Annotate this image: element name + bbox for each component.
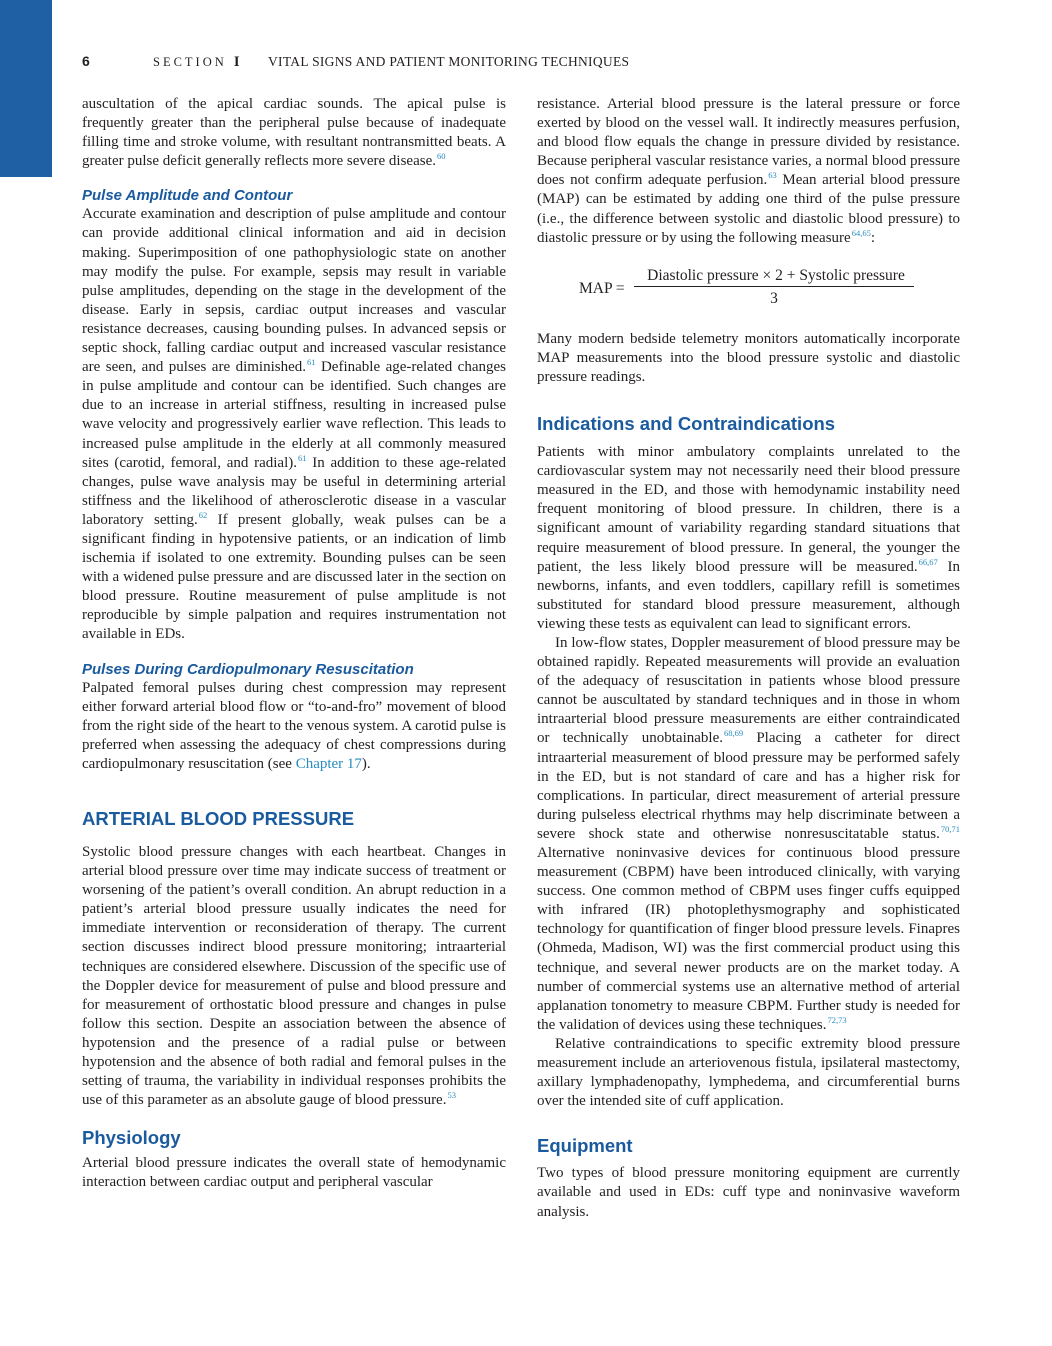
paragraph <box>82 843 506 1110</box>
chapter-link[interactable]: Chapter 17 <box>295 755 362 772</box>
section-color-tab <box>0 0 52 177</box>
section-numeral: I <box>233 54 240 70</box>
paragraph <box>82 679 506 774</box>
page-number: 6 <box>82 53 90 69</box>
heading-equipment: Equipment <box>537 1135 633 1157</box>
section-word: SECTION <box>153 55 227 69</box>
paragraph <box>82 1154 506 1192</box>
reference-number: 61 <box>307 357 316 368</box>
text-run: ). <box>361 755 371 772</box>
reference-number: 68,69 <box>723 728 744 739</box>
heading-physiology: Physiology <box>82 1127 181 1149</box>
running-header <box>82 53 992 73</box>
running-title: VITAL SIGNS AND PATIENT MONITORING TECHNIQUES <box>268 54 630 69</box>
paragraph <box>537 1164 960 1221</box>
subheading-cpr-pulses: Pulses During Cardiopulmonary Resuscitation <box>82 660 414 678</box>
section-heading-arterial-blood-pressure: ARTERIAL BLOOD PRESSURE <box>82 808 355 829</box>
heading-indications: Indications and Contraindications <box>537 413 836 435</box>
text-run: Mean arterial blood pressure (MAP) can be estimated by adding one third of the pulse pressure (i.e., the difference between systolic and diastolic blood pressure) to diastolic pressure or by using the following measure <box>537 172 960 246</box>
left-column <box>82 95 506 1193</box>
reference-number: 61 <box>298 452 307 463</box>
right-column <box>537 95 960 1222</box>
text-run: resistance. Arterial blood pressure is the lateral pressure or force exerted by blood on the vessel wall. It indirectly measures perfusion, and blood flow equals the change in pressure divided by resistance. Because peripheral vascular resistance varies, a normal blood pressure does not confirm adequate perfusion. <box>537 96 960 189</box>
text-run: auscultation of the apical cardiac sounds. The apical pulse is frequently greater than the peripheral pulse because of inadequate filling time and stroke volume, with resultant nontransmitted beats. A greater pulse deficit generally reflects more severe disease. <box>82 96 506 170</box>
reference-number: 63 <box>768 170 777 181</box>
fraction-bar <box>634 286 914 287</box>
reference-number: 62 <box>198 509 208 520</box>
text-run: Definable age-related changes in pulse amplitude and contour can be identified. Such changes are due to an increase in arterial stiffness, resulting in increased pulse wave velocity and progressively earlier wave reflection. This leads to increased pulse amplitude in the elderly at all commonly measured sites (carotid, femoral, and radial). <box>82 359 506 471</box>
paragraph <box>537 95 960 248</box>
text-run: In newborns, infants, and even toddlers, capillary refill is sometimes substituted for standard blood pressure measurement, although viewing these tests as equivalent can lead to significant errors. <box>537 558 961 632</box>
text-run: Relative contraindications to specific extremity blood pressure measurement include an arteriovenous fistula, ipsilateral mastectomy, axillary lymphadenopathy, lymphedema, and circumferential burns over the intended site of cuff application. <box>537 1035 960 1110</box>
reference-number: 64,65 <box>851 227 871 238</box>
text-run: If present globally, weak pulses can be a significant finding in hypotensive patients, or an indication of limb ischemia if isolated to one extremity. Bounding pulses can be seen with a widened pulse pressure and are discussed later in the section on blood pressure. Routine measurement of pulse amplitude is not reproducible by simple palpation and requires instrumentation not available in EDs. <box>82 511 506 643</box>
subheading-pulse-amplitude: Pulse Amplitude and Contour <box>82 187 293 205</box>
text-run: Two types of blood pressure monitoring equipment are currently available and used in EDs: cuff type and noninvasive waveform analysis. <box>537 1165 960 1220</box>
paragraph <box>537 1035 960 1111</box>
text-run: In low-flow states, Doppler measurement of blood pressure may be obtained rapidly. Repeated measurements will provide an evaluation of the adequacy of resuscitation in patients whose blood pressure cannot be auscultated by standard techniques and in those in whom intraarterial blood pressure measurements are either contraindicated or technically unobtainable. <box>537 634 960 747</box>
map-formula <box>537 266 960 322</box>
paragraph <box>537 330 960 387</box>
text-run: Arterial blood pressure indicates the overall state of hemodynamic interaction between cardiac output and peripheral vascular <box>82 1155 506 1191</box>
text-run: Many modern bedside telemetry monitors automatically incorporate MAP measurements into the blood pressure systolic and diastolic pressure readings. <box>537 330 960 385</box>
text-run: Accurate examination and description of pulse amplitude and contour can provide additional clinical information and aid in decision making. Superimposition of one pathophysiologic state on another may modify the pulse. For example, sepsis may result in variable pulse amplitudes, depending on the stage in the development of the disease. Early in sepsis, cardiac output increases and vascular resistance decreases, causing bounding pulses. In advanced sepsis or septic shock, falling cardiac output and increased vascular resistance are seen, and pulses are diminished. <box>82 206 506 376</box>
paragraph <box>537 634 960 1035</box>
formula-numerator: Diastolic pressure × 2 + Systolic pressure <box>647 266 905 284</box>
reference-number: 53 <box>447 1090 456 1101</box>
text-run: Alternative noninvasive devices for continuous blood pressure measurement (CBPM) have been introduced clinically, with varying success. One common method of CBPM uses finger cuffs equipped with infrared (IR) photoplethysmography and sophisticated technology for quantification of finger blood pressure levels. Finapres (Ohmeda, Madison, WI) was the first commercial product using this technique, and several newer products are on the market today. A number of commercial systems use an alternative method of arterial applanation tonometry to measure CBPM. Further study is needed for the validation of devices using these techniques. <box>537 845 960 1033</box>
text-run: Systolic blood pressure changes with each heartbeat. Changes in arterial blood pressure over time may indicate success of treatment or worsening of the patient’s overall condition. An abrupt reduction in a patient’s arterial blood pressure usually indicates the need for immediate intervention or reconsideration of therapy. The current section discusses indirect blood pressure monitoring; intraarterial techniques are considered elsewhere. Discussion of the specific use of the Doppler device for measurement of pulse and blood pressure and for measurement of orthostatic blood pressure and changes in pulse follow this section. Despite an association between the absence of hypotension and the presence of a radial pulse or between hypotension and the absence of both radial and femoral pulses in the setting of trauma, the variability in individual responses prohibits the use of this parameter as an absolute gauge of blood pressure. <box>82 844 506 1109</box>
text-run: Palpated femoral pulses during chest compression may represent either forward arterial blood flow or “to-and-fro” movement of blood from the right side of the heart to the venous system. A carotid pulse is preferred when assessing the adequacy of chest compressions during cardiopulmonary resuscitation (see <box>82 679 506 772</box>
section-label <box>153 54 240 71</box>
reference-number: 60 <box>437 151 446 162</box>
reference-number: 70,71 <box>940 823 960 834</box>
formula-lhs: MAP = <box>579 279 625 297</box>
formula-denominator: 3 <box>770 289 778 307</box>
text-run: : <box>870 229 875 246</box>
reference-number: 66,67 <box>918 556 938 567</box>
text-run: Patients with minor ambulatory complaints unrelated to the cardiovascular system may not necessarily need their blood pressure measured in the ED, and those with hemodynamic instability need frequent monitoring of blood pressure. In children, there is a significant amount of variability regarding standard situations that require measurement of blood pressure. In general, the younger the patient, the less likely blood pressure will be measured. <box>537 444 960 575</box>
reference-number: 72,73 <box>827 1014 847 1025</box>
paragraph <box>82 95 506 171</box>
paragraph <box>537 443 960 634</box>
text-run: In addition to these age-related changes, pulse wave analysis may be useful in determining arterial stiffness and the likelihood of atherosclerotic disease in a vascular laboratory setting. <box>82 454 506 528</box>
text-run: Placing a catheter for direct intraarterial measurement of blood pressure may be performed safely in the ED, but is not standard of care and has a higher risk for complications. In particular, direct measurement of arterial pressure during pulseless electrical rhythms may help discriminate between a severe shock state and otherwise nonresuscitatable status. <box>537 730 960 842</box>
paragraph <box>82 205 506 644</box>
